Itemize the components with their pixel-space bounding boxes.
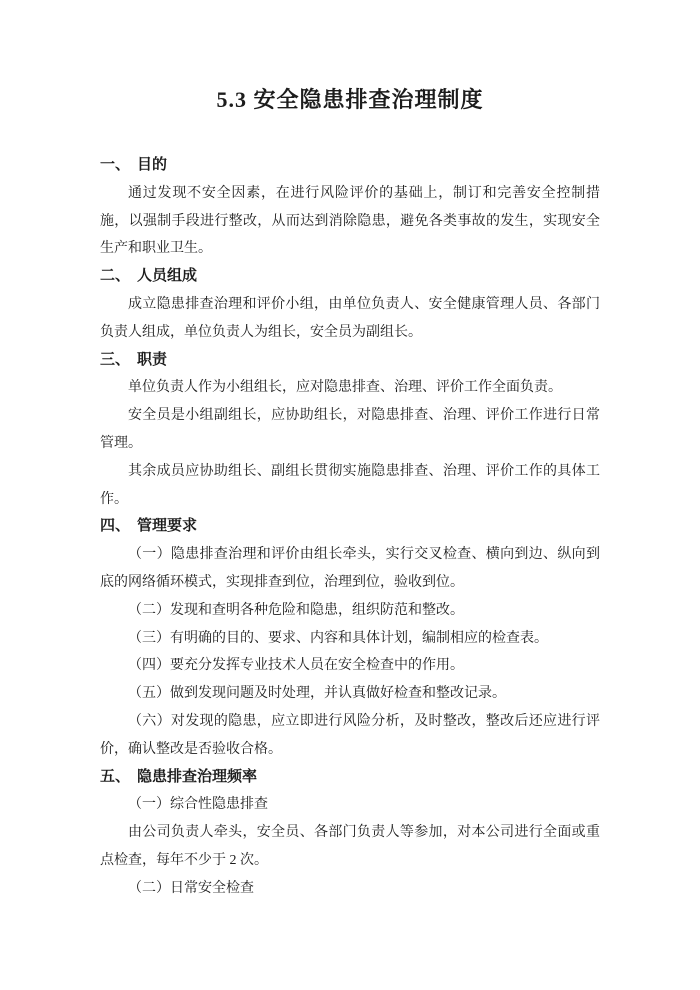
paragraph: 由公司负责人牵头，安全员、各部门负责人等参加，对本公司进行全面或重点检查，每年不少于 2 次。 bbox=[100, 825, 600, 868]
paragraph: （一）隐患排查治理和评价由组长牵头，实行交叉检查、横向到边、纵向到底的网络循环模式，实现排查到位，治理到位，验收到位。 bbox=[100, 547, 600, 590]
section-title: 目的 bbox=[137, 157, 168, 173]
paragraph: 通过发现不安全因素，在进行风险评价的基础上，制订和完善安全控制措施，以强制手段进行整改，从而达到消除隐患，避免各类事故的发生，实现安全生产和职业卫生。 bbox=[100, 185, 600, 257]
section-number: 二、 bbox=[100, 268, 131, 285]
section-title: 隐患排查治理频率 bbox=[137, 768, 258, 785]
section-heading bbox=[100, 764, 600, 792]
section-title: 管理要求 bbox=[137, 518, 198, 535]
paragraph: （六）对发现的隐患，应立即进行风险分析，及时整改，整改后还应进行评价，确认整改是否验收合格。 bbox=[100, 713, 600, 757]
document-body bbox=[100, 152, 600, 903]
section-heading bbox=[100, 513, 600, 541]
paragraph: （四）要充分发挥专业技术人员在安全检查中的作用。 bbox=[128, 658, 464, 674]
section-heading bbox=[100, 347, 600, 375]
paragraph: （二）发现和查明各种危险和隐患，组织防范和整改。 bbox=[128, 602, 464, 618]
document-title: 5.3 安全隐患排查治理制度 bbox=[216, 87, 484, 112]
section-heading bbox=[100, 263, 600, 291]
section-title: 职责 bbox=[137, 351, 168, 368]
paragraph: 安全员是小组副组长，应协助组长，对隐患排查、治理、评价工作进行日常管理。 bbox=[100, 408, 600, 451]
paragraph: 单位负责人作为小组组长，应对隐患排查、治理、评价工作全面负责。 bbox=[128, 380, 562, 396]
paragraph: （一）综合性隐患排查 bbox=[128, 797, 268, 813]
section bbox=[100, 513, 600, 763]
section-number: 三、 bbox=[100, 351, 131, 368]
section bbox=[100, 764, 600, 903]
section-number: 五、 bbox=[100, 768, 131, 785]
section-number: 一、 bbox=[100, 157, 131, 173]
section-heading bbox=[100, 152, 600, 180]
paragraph: 其余成员应协助组长、副组长贯彻实施隐患排查、治理、评价工作的具体工作。 bbox=[100, 463, 600, 507]
section bbox=[100, 152, 600, 263]
section bbox=[100, 263, 600, 346]
section bbox=[100, 347, 600, 514]
section-number: 四、 bbox=[100, 518, 131, 535]
section-title: 人员组成 bbox=[137, 268, 198, 285]
paragraph: （三）有明确的目的、要求、内容和具体计划，编制相应的检查表。 bbox=[128, 630, 548, 646]
paragraph: （五）做到发现问题及时处理，并认真做好检查和整改记录。 bbox=[128, 686, 506, 702]
paragraph: 成立隐患排查治理和评价小组，由单位负责人、安全健康管理人员、各部门负责人组成，单位负责人为组长，安全员为副组长。 bbox=[100, 296, 600, 340]
paragraph: （二）日常安全检查 bbox=[128, 880, 254, 896]
